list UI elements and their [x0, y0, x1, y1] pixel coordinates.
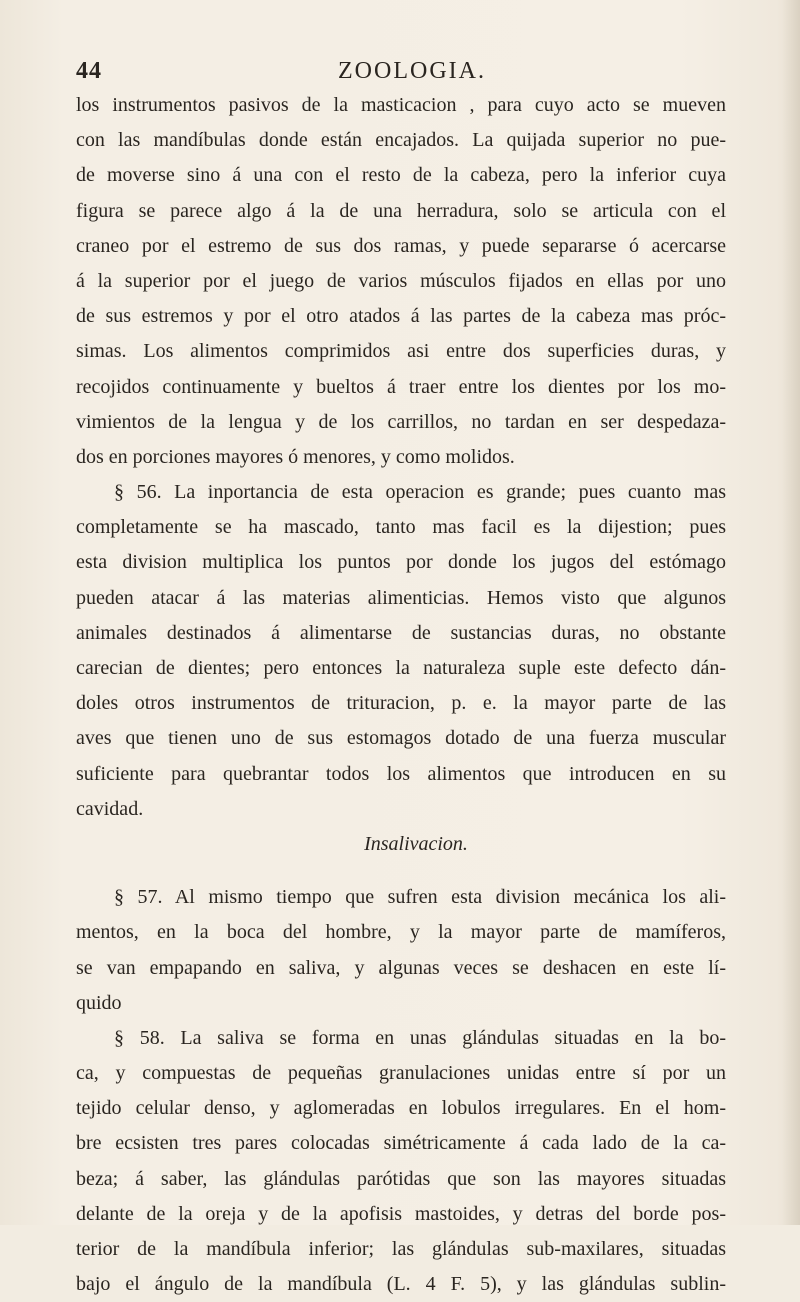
text-line: figura se parece algo á la de una herradura, solo se articula con el: [76, 199, 726, 222]
text-line: de moverse sino á una con el resto de la cabeza, pero la inferior cuya: [76, 164, 726, 187]
section-heading-insalivacion: Insalivacion.: [364, 832, 468, 855]
text-line: dos en porciones mayores ó menores, y como molidos.: [76, 445, 515, 468]
text-line: tejido celular denso, y aglomeradas en lobulos irregulares. En el hom-: [76, 1097, 726, 1120]
text-line: suficiente para quebrantar todos los alimentos que introducen en su: [76, 762, 726, 785]
text-line: cavidad.: [76, 797, 144, 820]
text-line: beza; á saber, las glándulas parótidas que son las mayores situadas: [76, 1167, 726, 1190]
page-edge-shadow: [782, 0, 800, 1225]
text-line: con las mandíbulas donde están encajados. La quijada superior no pue-: [76, 129, 726, 152]
text-line: los instrumentos pasivos de la masticacion , para cuyo acto se mueven: [76, 94, 726, 116]
page-header: [76, 58, 716, 90]
body-text: [76, 88, 726, 1302]
text-line: bre ecsisten tres pares colocadas simétricamente á cada lado de la ca-: [76, 1132, 726, 1155]
text-line: completamente se ha mascado, tanto mas facil es la dijestion; pues: [76, 516, 726, 539]
text-line: de sus estremos y por el otro atados á las partes de la cabeza mas próc-: [76, 305, 726, 328]
text-line: á la superior por el juego de varios músculos fijados en ellas por uno: [76, 269, 726, 292]
paragraph-58-start: § 58. La saliva se forma en unas glándulas situadas en la bo-: [114, 1026, 726, 1049]
text-line: terior de la mandíbula inferior; las glándulas sub-maxilares, situadas: [76, 1238, 726, 1260]
paragraph-56-start: § 56. La inportancia de esta operacion es grande; pues cuanto mas: [114, 481, 726, 504]
text-line: carecian de dientes; pero entonces la naturaleza suple este defecto dán-: [76, 657, 726, 679]
text-line: delante de la oreja y de la apofisis mastoides, y detras del borde pos-: [76, 1202, 726, 1225]
text-line: ca, y compuestas de pequeñas granulaciones unidas entre sí por un: [76, 1062, 726, 1085]
running-title: ZOOLOGIA.: [338, 58, 486, 84]
text-line: se van empapando en saliva, y algunas veces se deshacen en este lí-: [76, 956, 726, 979]
text-line: craneo por el estremo de sus dos ramas, y puede separarse ó acercarse: [76, 234, 726, 257]
text-line: animales destinados á alimentarse de sustancias duras, no obstante: [76, 621, 726, 644]
text-line: vimientos de la lengua y de los carrillos, no tardan en ser despedaza-: [76, 410, 726, 433]
text-line: aves que tienen uno de sus estomagos dotado de una fuerza muscular: [76, 727, 726, 750]
text-line: recojidos continuamente y bueltos á traer entre los dientes por los mo-: [76, 375, 726, 398]
paragraph-57-start: § 57. Al mismo tiempo que sufren esta division mecánica los ali-: [114, 886, 726, 909]
text-line: quido: [76, 991, 122, 1014]
text-line: pueden atacar á las materias alimenticias. Hemos visto que algunos: [76, 586, 726, 609]
text-line: esta division multiplica los puntos por donde los jugos del estómago: [76, 551, 726, 574]
text-line: bajo el ángulo de la mandíbula (L. 4 F. 5), y las glándulas sublin-: [76, 1273, 726, 1296]
text-line: doles otros instrumentos de trituracion, p. e. la mayor parte de las: [76, 692, 726, 715]
text-line: simas. Los alimentos comprimidos asi entre dos superficies duras, y: [76, 340, 726, 363]
text-line: mentos, en la boca del hombre, y la mayor parte de mamíferos,: [76, 921, 726, 944]
page-number: 44: [76, 58, 102, 84]
